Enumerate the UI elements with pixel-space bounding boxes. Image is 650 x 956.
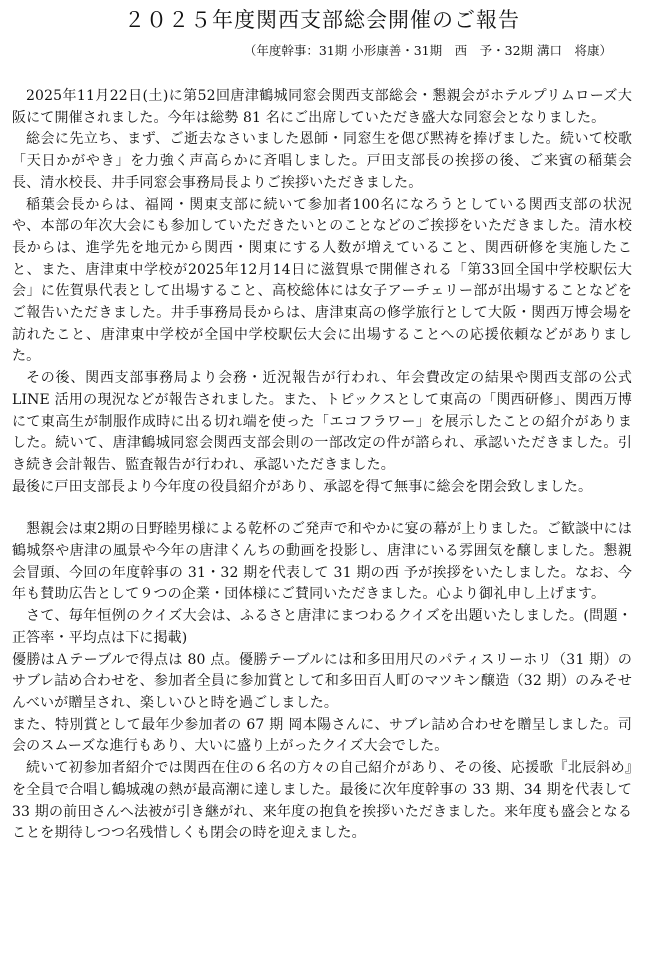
- report-body: [12, 86, 632, 845]
- paragraph-finale: 続いて初参加者紹介では関西在住の６名の方々の自己紹介があり、その後、応援歌『北辰斜め』を全員で合唱し鶴城魂の熱が最高潮に達しました。最後に次年度幹事の 33 期、34 期を代表して 33 期の前田さんへ法被が引き継がれ、来年度の抱負を挨拶いただきました。来年度も盛会となることを期待しつつ名残惜しくも閉会の時を迎えました。: [12, 760, 632, 842]
- report-title: ２０２５年度関西支部総会開催のご報告: [124, 8, 520, 32]
- paragraph-closing-meeting: 最後に戸田支部長より今年度の役員紹介があり、承認を得て無事に総会を閉会致しました。: [12, 478, 593, 495]
- paragraph-special-prize: また、特別賞として最年少参加者の 67 期 岡本陽さんに、サブレ詰め合わせを贈呈しました。司会のスムーズな進行もあり、大いに盛り上がったクイズ大会でした。: [12, 716, 632, 755]
- section-gap: [12, 498, 632, 519]
- paragraph-greetings: 稲葉会長からは、福岡・関東支部に続いて参加者100名になろうとしている関西支部の状況や、本部の年次大会にも参加していただきたいとのことなどのご挨拶をいただきました。清水校長からは、進学先を地元から関西・関東にする人数が増えていること、関西研修を実施したこと、また、唐津東中学校が2025年12月14日に滋賀県で開催される「第33回全国中学校駅伝大会」に佐賀県代表として出場すること、高校総体には女子アーチェリー部が出場することなどをご報告いただきました。井手事務局長からは、唐津東高の修学旅行として大阪・関西万博会場を訪れたこと、唐津東中学校が全国中学校駅伝大会に出場することへの応援依頼などがありました。: [12, 196, 632, 365]
- paragraph-opening: 総会に先立ち、まず、ご逝去なさいました恩師・同窓生を偲び黙祷を捧げました。続いて校歌「天日かがやき」を力強く声高らかに斉唱しました。戸田支部長の挨拶の後、ご来賓の稲葉会長、清水校長、井手同窓会事務局長よりご挨拶いただきました。: [12, 131, 632, 191]
- paragraph-reports: その後、関西支部事務局より会務・近況報告が行われ、年会費改定の結果や関西支部の公式 LINE 活用の現況などが報告されました。また、トピックスとして東高の「関西研修」、関西万博にて東高生が制服作成時に出る切れ端を使った「エコフラワー」を展示したことの紹介がありました。続いて、唐津鶴城同窓会関西支部会則の一部改定の件が諮られ、承認いただきました。引き続き会計報告、監査報告が行われ、承認いただきました。: [12, 370, 632, 473]
- paragraph-quiz-winner: 優勝はＡテーブルで得点は 80 点。優勝テーブルには和多田用尺のパティスリーホリ（31 期）のサブレ詰め合わせを、参加者全員に参加賞として和多田百人町のマツキン醸造（32 期）のみそせんべいが贈呈され、楽しいひと時を過ごしました。: [12, 651, 632, 711]
- report-subtitle: （年度幹事：31期 小形康善・31期 西 予・32期 溝口 将康）: [243, 43, 612, 58]
- paragraph-quiz: さて、毎年恒例のクイズ大会は、ふるさと唐津にまつわるクイズを出題いたしました。(問題・正答率・平均点は下に掲載): [12, 608, 632, 646]
- paragraph-general-meeting-intro: 2025年11月22日(土)に第52回唐津鶴城同窓会関西支部総会・懇親会がホテルプリムローズ大阪にて開催されました。今年は総勢 81 名にご出席していただき盛大な同窓会となりました。: [12, 88, 632, 126]
- paragraph-party: 懇親会は東2期の日野睦男様による乾杯のご発声で和やかに宴の幕が上りました。ご歓談中には鶴城祭や唐津の風景や今年の唐津くんちの動画を投影し、唐津にいる雰囲気を醸しました。懇親会冒頭、今回の年度幹事の 31・32 期を代表して 31 期の西 予が挨拶をいたしました。なお、今年も賛助広告として９つの企業・団体様にご賛同いただきました。心より御礼申し上げます。: [12, 521, 632, 603]
